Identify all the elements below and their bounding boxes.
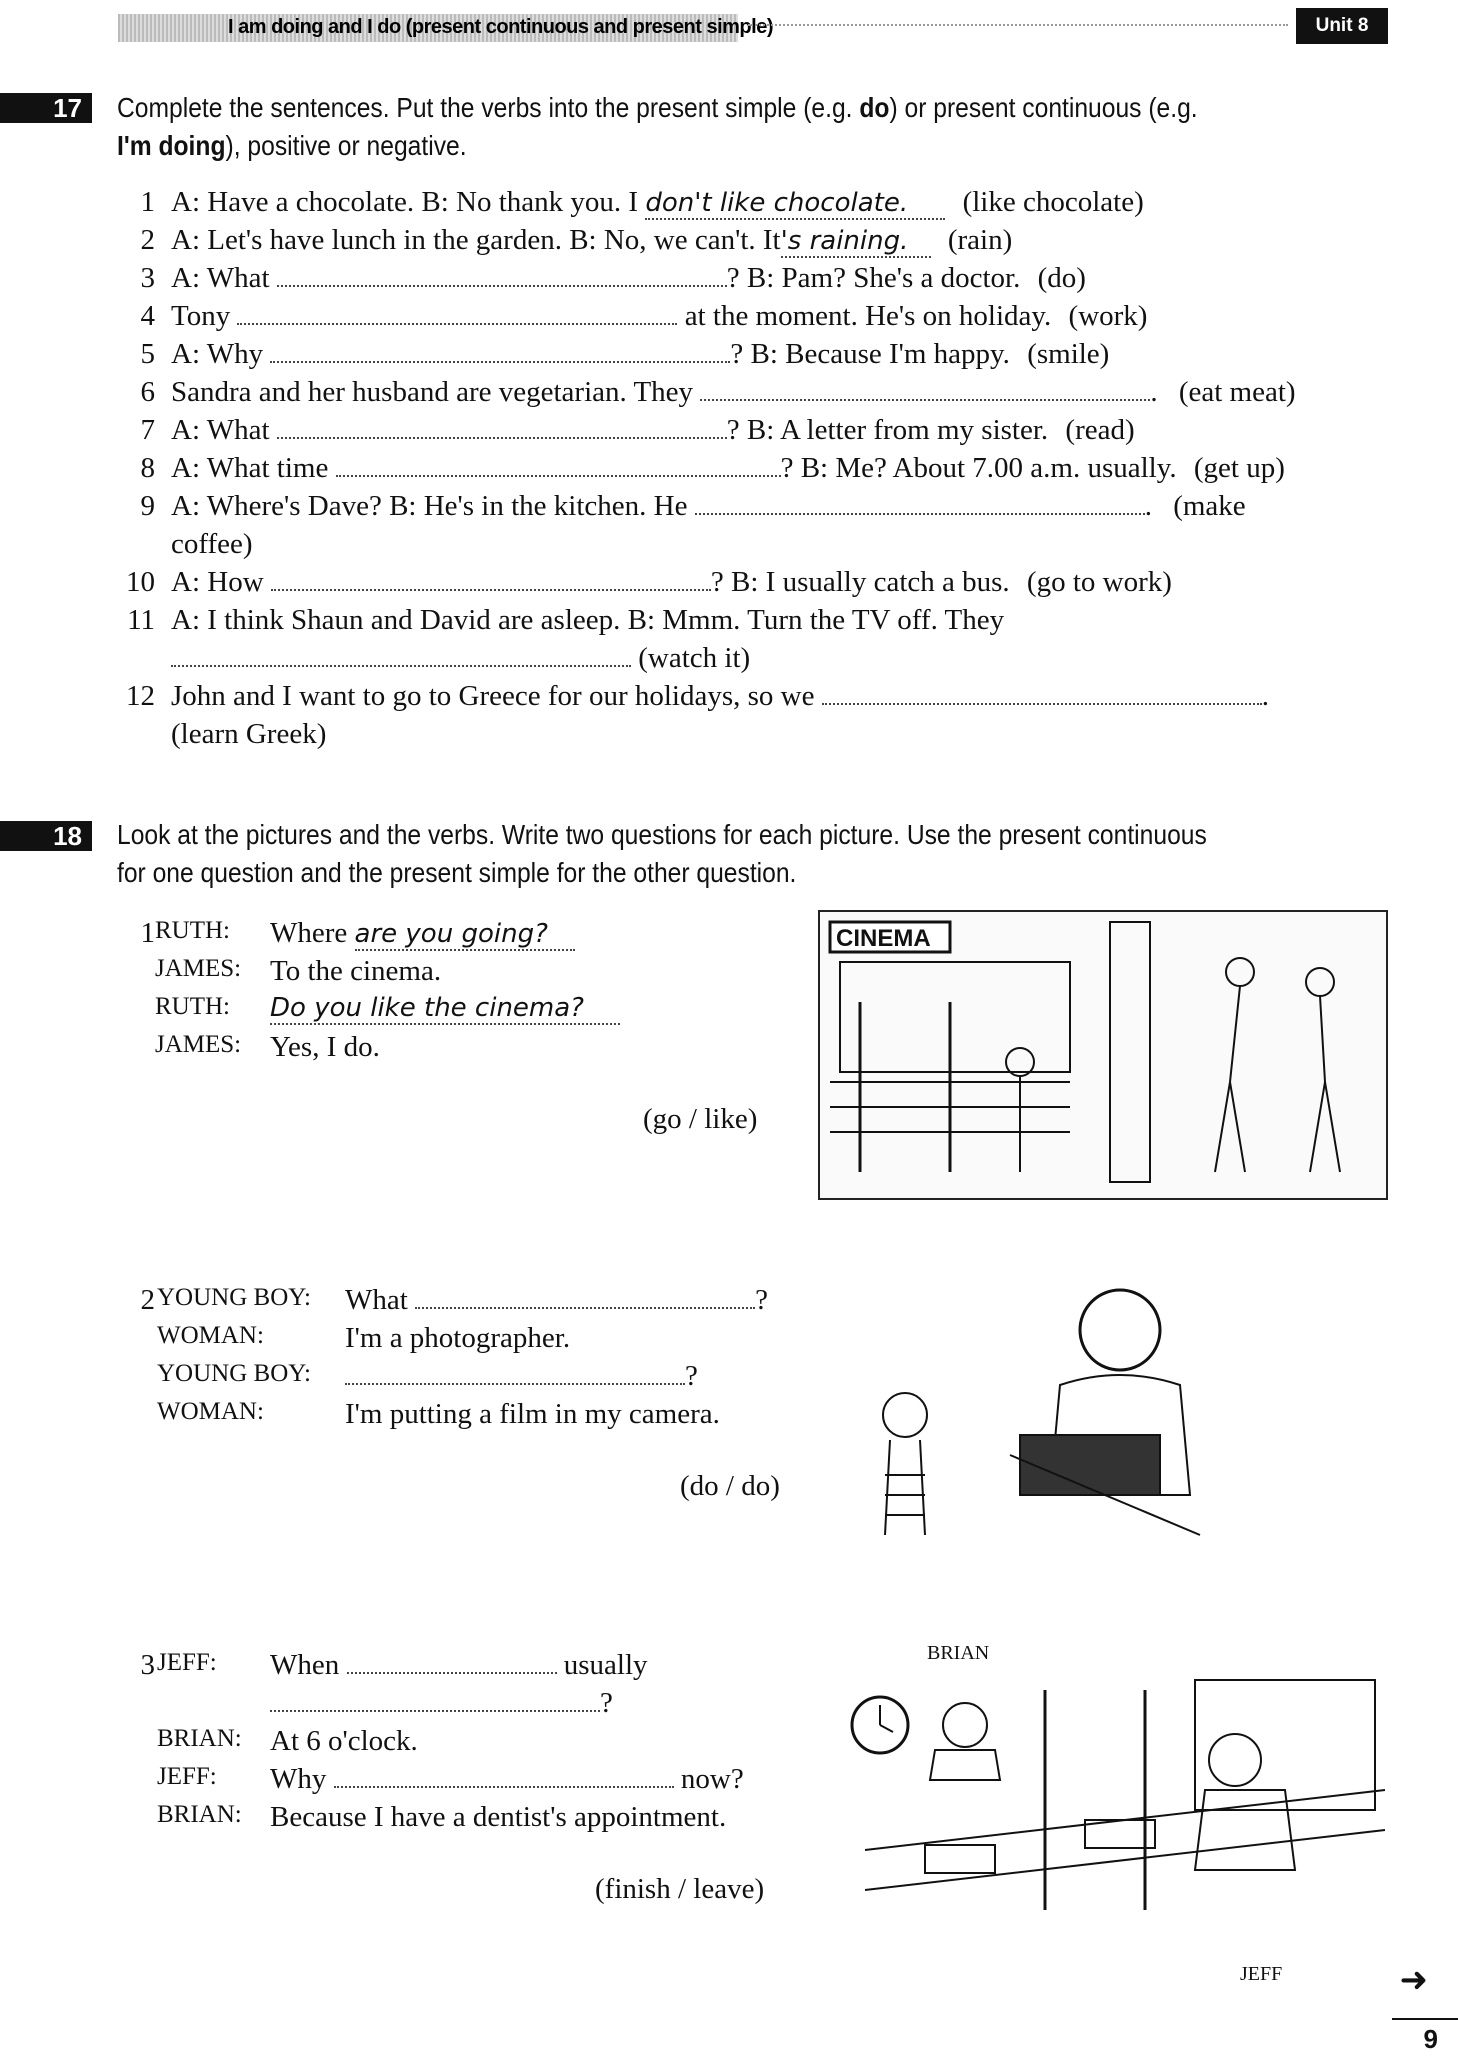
answer-field[interactable]: are you going?	[355, 919, 575, 951]
dialogue-line: ?	[270, 1687, 613, 1720]
answer-field[interactable]: 's raining.	[781, 226, 931, 258]
next-page-arrow-icon[interactable]: ➜	[1399, 1960, 1428, 2000]
list-item-continuation: coffee)	[171, 528, 253, 560]
list-item-continuation: (watch it)	[171, 642, 750, 675]
header-dotted-rule	[748, 24, 1288, 26]
answer-field[interactable]: Do you like the cinema?	[270, 993, 620, 1025]
answer-field[interactable]	[334, 1766, 674, 1788]
exercise-18-instruction: Look at the pictures and the verbs. Write two questions for each picture. Use the present continuous for one question and the present simple for the other question.	[117, 819, 1207, 888]
answer-field[interactable]	[345, 1363, 685, 1385]
answer-field[interactable]	[700, 379, 1150, 401]
verb-hint: (finish / leave)	[595, 1873, 765, 1905]
page-number-rule	[1392, 2018, 1458, 2020]
answer-field[interactable]	[271, 569, 711, 591]
answer-field[interactable]	[277, 417, 727, 439]
answer-field[interactable]	[822, 683, 1262, 705]
header-title: I am doing and I do (present continuous and present simple)	[228, 16, 773, 38]
exercise-18-number: 18	[0, 821, 92, 851]
answer-field[interactable]	[415, 1287, 755, 1309]
answer-field[interactable]	[171, 645, 631, 667]
brian-label: BRIAN	[927, 1642, 990, 1664]
answer-field[interactable]	[695, 493, 1145, 515]
photographer-illustration	[860, 1275, 1280, 1575]
unit-badge: Unit 8	[1296, 8, 1388, 44]
exercise-17-instruction: Complete the sentences. Put the verbs into the present simple (e.g. do) or present continuous (e.g. I'm doing), positive or negative.	[117, 92, 1198, 161]
cinema-sign: CINEMA	[836, 925, 931, 952]
jeff-label: JEFF	[1240, 1963, 1283, 1985]
cinema-illustration	[818, 910, 1388, 1200]
answer-field[interactable]	[270, 341, 730, 363]
factory-illustration	[845, 1640, 1390, 1985]
verb-hint: (do / do)	[680, 1470, 780, 1502]
page-header	[118, 8, 1408, 44]
answer-field[interactable]	[347, 1652, 557, 1674]
answer-field[interactable]	[336, 455, 781, 477]
exercise-17-number: 17	[0, 93, 92, 123]
verb-hint: (go / like)	[643, 1103, 758, 1135]
page-number: 9	[1423, 2024, 1438, 2054]
answer-field[interactable]	[270, 1690, 600, 1712]
answer-field[interactable]: don't like chocolate.	[645, 188, 945, 220]
answer-field[interactable]	[237, 303, 677, 325]
answer-field[interactable]	[277, 265, 727, 287]
list-item-continuation: (learn Greek)	[171, 718, 327, 750]
